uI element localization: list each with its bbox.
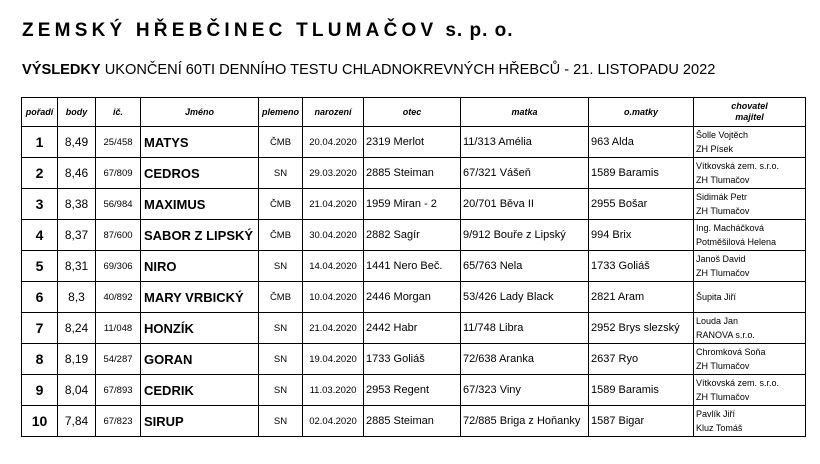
cell-body: 8,49 [58,127,96,158]
cell-omatky: 963 Alda [589,127,694,158]
cell-plemeno: SN [259,158,303,189]
header-row [22,98,806,127]
cell-plemeno: ČMB [259,220,303,251]
cell-omatky: 1589 Baramis [589,375,694,406]
cell-chovatel-majitel [694,282,806,313]
cell-narozeni: 19.04.2020 [303,344,364,375]
col-header-ic: ič. [96,98,141,127]
cell-chovatel-majitel [694,313,806,344]
cell-ic: 67/809 [96,158,141,189]
cell-narozeni: 11.03.2020 [303,375,364,406]
results-table [21,97,806,437]
cell-jmeno: SIRUP [141,406,259,437]
breeder-name: Vítkovská zem. s.r.o. [696,161,780,171]
breeder-name: Ing. Macháčková [696,223,765,233]
cell-body: 8,24 [58,313,96,344]
cell-omatky: 1589 Baramis [589,158,694,189]
cell-narozeni: 21.04.2020 [303,313,364,344]
cell-plemeno: ČMB [259,189,303,220]
cell-jmeno: SABOR Z LIPSKÝ [141,220,259,251]
cell-body: 8,31 [58,251,96,282]
cell-chovatel-majitel [694,251,806,282]
cell-jmeno: HONZÍK [141,313,259,344]
cell-poradi: 6 [22,282,58,313]
cell-poradi: 10 [22,406,58,437]
cell-poradi: 9 [22,375,58,406]
cell-poradi: 2 [22,158,58,189]
col-header-chovatel-majitel [694,98,806,127]
cell-chovatel-majitel [694,344,806,375]
cell-matka: 11/748 Libra [461,313,589,344]
col-header-plemeno: plemeno [259,98,303,127]
cell-plemeno: SN [259,313,303,344]
cell-ic: 40/892 [96,282,141,313]
cell-plemeno: SN [259,251,303,282]
cell-chovatel-majitel [694,189,806,220]
cell-matka: 53/426 Lady Black [461,282,589,313]
table-row [22,344,806,375]
cell-narozeni: 20.04.2020 [303,127,364,158]
cell-otec: 2885 Steiman [364,406,461,437]
cell-narozeni: 10.04.2020 [303,282,364,313]
cell-body: 7,84 [58,406,96,437]
cell-poradi: 3 [22,189,58,220]
breeder-name: Šolle Vojtěch [696,130,749,140]
owner-name: ZH Tlumačov [696,268,750,278]
owner-name: Potměšilová Helena [696,237,777,247]
cell-matka: 67/321 Vášeň [461,158,589,189]
cell-narozeni: 14.04.2020 [303,251,364,282]
cell-omatky: 1587 Bigar [589,406,694,437]
cell-poradi: 5 [22,251,58,282]
owner-name: Kluz Tomáš [696,423,743,433]
cell-ic: 69/306 [96,251,141,282]
cell-poradi: 1 [22,127,58,158]
cell-ic: 56/984 [96,189,141,220]
results-body [22,127,806,437]
cell-matka: 67/323 Viny [461,375,589,406]
owner-name: RANOVA s.r.o. [696,330,755,340]
owner-name: ZH Tlumačov [696,361,750,371]
document-subtitle [22,62,715,78]
cell-narozeni: 21.04.2020 [303,189,364,220]
table-row [22,220,806,251]
breeder-name: Sidimák Petr [696,192,748,202]
cell-matka: 9/912 Bouře z Lipský [461,220,589,251]
cell-otec: 1733 Goliáš [364,344,461,375]
breeder-name: Chromková Soňa [696,347,766,357]
cell-otec: 2442 Habr [364,313,461,344]
cell-chovatel-majitel [694,127,806,158]
cell-poradi: 4 [22,220,58,251]
cell-plemeno: SN [259,344,303,375]
table-row [22,406,806,437]
cell-narozeni: 30.04.2020 [303,220,364,251]
subtitle-bold: VÝSLEDKY [22,62,101,78]
cell-matka: 72/638 Aranka [461,344,589,375]
cell-plemeno: ČMB [259,282,303,313]
cell-otec: 2882 Sagír [364,220,461,251]
cell-jmeno: CEDRIK [141,375,259,406]
col-header-majitel: majitel [735,112,764,122]
table-row [22,189,806,220]
table-row [22,375,806,406]
table-row [22,313,806,344]
cell-otec: 2319 Merlot [364,127,461,158]
col-header-otec: otec [364,98,461,127]
cell-omatky: 1733 Goliáš [589,251,694,282]
cell-otec: 1441 Nero Beč. [364,251,461,282]
cell-body: 8,46 [58,158,96,189]
cell-body: 8,19 [58,344,96,375]
breeder-name: Louda Jan [696,316,739,326]
cell-ic: 87/600 [96,220,141,251]
cell-omatky: 2821 Aram [589,282,694,313]
cell-jmeno: MAXIMUS [141,189,259,220]
cell-ic: 67/893 [96,375,141,406]
cell-chovatel-majitel [694,406,806,437]
breeder-name: Vítkovská zem. s.r.o. [696,378,780,388]
cell-omatky: 994 Brix [589,220,694,251]
table-row [22,158,806,189]
cell-jmeno: MARY VRBICKÝ [141,282,259,313]
cell-poradi: 7 [22,313,58,344]
breeder-name: Pavlík Jiří [696,409,736,419]
subtitle-text: UKONČENÍ 60TI DENNÍHO TESTU CHLADNOKREVNÝCH HŘEBCŮ - 21. LISTOPADU 2022 [100,62,716,78]
table-row [22,127,806,158]
cell-chovatel-majitel [694,375,806,406]
cell-ic: 11/048 [96,313,141,344]
cell-otec: 2885 Steiman [364,158,461,189]
breeder-name: Janoš David [696,254,746,264]
title-suffix: s. p. o. [445,20,514,41]
cell-plemeno: SN [259,375,303,406]
cell-body: 8,37 [58,220,96,251]
owner-name: ZH Písek [696,144,734,154]
cell-otec: 2953 Regent [364,375,461,406]
cell-ic: 25/458 [96,127,141,158]
cell-jmeno: NIRO [141,251,259,282]
cell-omatky: 2952 Brys slezský [589,313,694,344]
document-title [22,20,514,42]
cell-chovatel-majitel [694,220,806,251]
breeder-name: Šupita Jiří [696,292,737,302]
cell-matka: 65/763 Nela [461,251,589,282]
col-header-omatky: o.matky [589,98,694,127]
cell-jmeno: GORAN [141,344,259,375]
owner-name: ZH Tlumačov [696,392,750,402]
cell-body: 8,38 [58,189,96,220]
cell-plemeno: ČMB [259,127,303,158]
cell-otec: 2446 Morgan [364,282,461,313]
cell-body: 8,04 [58,375,96,406]
cell-omatky: 2637 Ryo [589,344,694,375]
col-header-poradi: pořadí [22,98,58,127]
cell-omatky: 2955 Bošar [589,189,694,220]
table-row [22,251,806,282]
cell-ic: 54/287 [96,344,141,375]
title-main: ZEMSKÝ HŘEBČINEC TLUMAČOV [22,20,438,41]
cell-matka: 72/885 Briga z Hoňanky [461,406,589,437]
cell-jmeno: MATYS [141,127,259,158]
cell-body: 8,3 [58,282,96,313]
col-header-narozeni: narození [303,98,364,127]
col-header-jmeno: Jméno [141,98,259,127]
col-header-body: body [58,98,96,127]
table-row [22,282,806,313]
owner-name: ZH Tlumačov [696,175,750,185]
owner-name: ZH Tlumačov [696,206,750,216]
cell-poradi: 8 [22,344,58,375]
col-header-matka: matka [461,98,589,127]
cell-jmeno: CEDROS [141,158,259,189]
cell-ic: 67/823 [96,406,141,437]
col-header-chovatel: chovatel [731,101,768,111]
cell-matka: 11/313 Amélia [461,127,589,158]
cell-narozeni: 02.04.2020 [303,406,364,437]
cell-chovatel-majitel [694,158,806,189]
cell-narozeni: 29.03.2020 [303,158,364,189]
cell-otec: 1959 Miran - 2 [364,189,461,220]
cell-matka: 20/701 Běva II [461,189,589,220]
cell-plemeno: SN [259,406,303,437]
